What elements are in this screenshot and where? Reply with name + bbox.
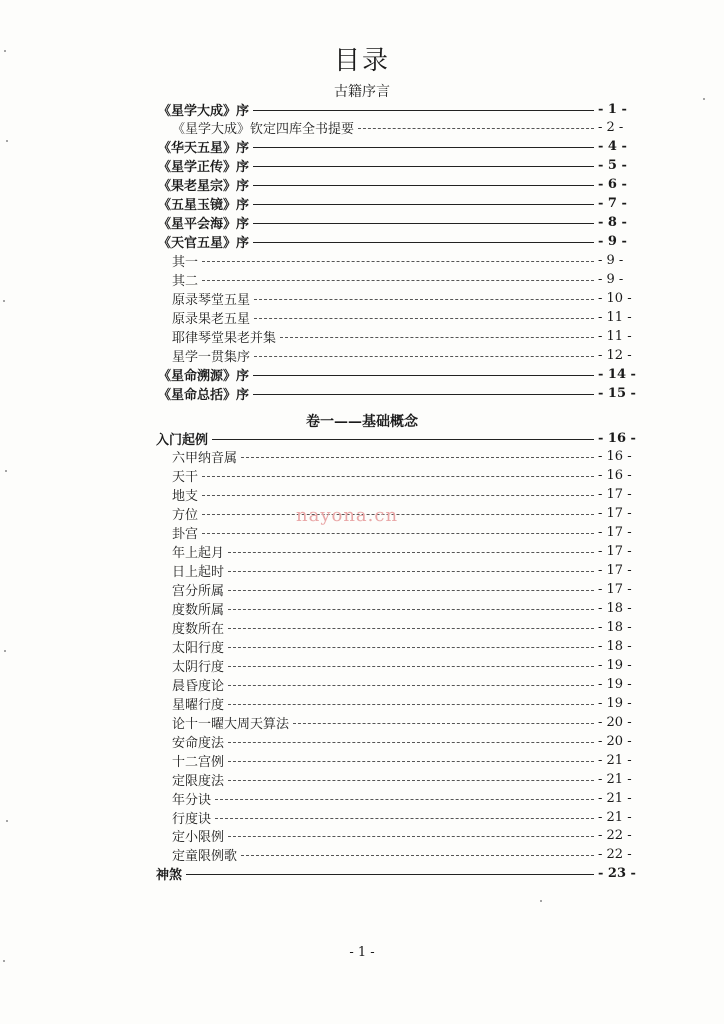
toc-entry[interactable] — [0, 429, 724, 447]
scan-speck — [6, 820, 8, 822]
toc-entry[interactable] — [0, 195, 724, 213]
toc-entry[interactable] — [0, 865, 724, 883]
toc-entry[interactable] — [0, 119, 724, 137]
toc-entry[interactable] — [0, 619, 724, 637]
toc-entry[interactable] — [0, 637, 724, 655]
toc-entry-page-number: - 19 - — [598, 695, 632, 711]
section-heading: 古籍序言 — [334, 84, 390, 100]
dot-leader — [241, 457, 594, 458]
toc-entry[interactable] — [0, 562, 724, 580]
toc-entry-label: 十二宫例 — [172, 754, 225, 770]
toc-entry-label: 宫分所属 — [172, 584, 225, 600]
toc-entry-label: 行度诀 — [172, 811, 212, 827]
dot-leader — [253, 110, 594, 111]
toc-entry-label: 《星学正传》序 — [158, 160, 250, 176]
dot-leader — [228, 780, 594, 781]
toc-entry-page-number: - 7 - — [598, 196, 627, 212]
toc-entry[interactable] — [0, 384, 724, 402]
dot-leader — [254, 356, 594, 357]
toc-entry-label: 《天官五星》序 — [158, 236, 250, 252]
toc-entry-page-number: - 9 - — [598, 272, 624, 288]
toc-entry[interactable] — [0, 252, 724, 270]
toc-entry[interactable] — [0, 308, 724, 326]
toc-entry[interactable] — [0, 675, 724, 693]
toc-entry-label: 卦宫 — [172, 527, 199, 543]
scan-speck — [4, 650, 6, 652]
toc-entry-page-number: - 22 - — [598, 847, 632, 863]
toc-entry-page-number: - 9 - — [598, 253, 624, 269]
toc-entry-label: 方位 — [172, 508, 199, 524]
section-heading: 卷一——基础概念 — [306, 414, 418, 430]
toc-entry-page-number: - 14 - — [598, 366, 636, 382]
toc-entry-page-number: - 12 - — [598, 347, 632, 363]
dot-leader — [228, 590, 594, 591]
dot-leader — [228, 571, 594, 572]
toc-entry-label: 《星命溯源》序 — [158, 368, 250, 384]
toc-entry-page-number: - 21 - — [598, 771, 632, 787]
toc-entry[interactable] — [0, 581, 724, 599]
toc-entry[interactable] — [0, 271, 724, 289]
toc-entry-page-number: - 15 - — [598, 385, 636, 401]
toc-entry-label: 神煞 — [156, 868, 183, 884]
scan-speck — [3, 960, 5, 962]
toc-entry-label: 入门起例 — [156, 432, 209, 448]
toc-entry-label: 《星平会海》序 — [158, 217, 250, 233]
toc-entry-page-number: - 17 - — [598, 582, 632, 598]
toc-entry-label: 原录琴堂五星 — [172, 293, 251, 308]
toc-entry-page-number: - 8 - — [598, 215, 627, 231]
dot-leader — [202, 476, 594, 477]
toc-entry[interactable] — [0, 713, 724, 731]
dot-leader — [228, 685, 594, 686]
toc-entry-label: 《星学大成》钦定四库全书提要 — [172, 122, 355, 138]
toc-entry-page-number: - 4 - — [598, 139, 627, 155]
toc-entry-page-number: - 17 - — [598, 544, 632, 560]
toc-entry[interactable] — [0, 467, 724, 485]
dot-leader — [215, 799, 594, 800]
toc-entry-page-number: - 21 - — [598, 790, 632, 806]
toc-entry[interactable] — [0, 176, 724, 194]
toc-entry-label: 耶律琴堂果老并集 — [172, 330, 277, 346]
toc-entry-label: 《果老星宗》序 — [158, 179, 250, 195]
dot-leader — [215, 818, 594, 819]
dot-leader — [228, 761, 594, 762]
toc-entry[interactable] — [0, 751, 724, 769]
toc-entry[interactable] — [0, 827, 724, 845]
toc-entry-page-number: - 20 - — [598, 733, 632, 749]
dot-leader — [254, 318, 594, 319]
dot-leader — [253, 223, 594, 224]
toc-entry-page-number: - 22 - — [598, 828, 632, 844]
toc-entry-page-number: - 20 - — [598, 714, 632, 730]
toc-entry-page-number: - 10 - — [598, 291, 632, 306]
toc-entry[interactable] — [0, 138, 724, 156]
toc-entry-label: 太阴行度 — [172, 659, 225, 675]
toc-entry-label: 度数所属 — [172, 603, 225, 619]
dot-leader — [280, 337, 594, 338]
toc-entry-label: 年分诀 — [172, 792, 212, 808]
toc-entry-label: 定小限例 — [172, 830, 225, 846]
toc-entry-page-number: - 21 - — [598, 752, 632, 768]
toc-entry[interactable] — [0, 789, 724, 807]
toc-entry-page-number: - 23 - — [598, 866, 636, 882]
dot-leader — [253, 185, 594, 186]
toc-entry[interactable] — [0, 290, 724, 308]
toc-entry-page-number: - 19 - — [598, 657, 632, 673]
toc-entry-label: 六甲纳音属 — [172, 451, 238, 467]
toc-entry-page-number: - 9 - — [598, 234, 627, 250]
toc-entry-page-number: - 17 - — [598, 563, 632, 579]
toc-entry-page-number: - 17 - — [598, 506, 632, 522]
dot-leader — [228, 666, 594, 667]
toc-entry-page-number: - 16 - — [598, 449, 632, 465]
toc-entry-page-number: - 17 - — [598, 525, 632, 541]
dot-leader — [228, 704, 594, 705]
toc-entry-page-number: - 5 - — [598, 158, 627, 174]
toc-entry[interactable] — [0, 600, 724, 618]
toc-entry-label: 其一 — [172, 255, 199, 271]
dot-leader — [186, 874, 594, 875]
dot-leader — [202, 533, 594, 534]
dot-leader — [228, 552, 594, 553]
toc-entry[interactable] — [0, 233, 724, 251]
dot-leader — [228, 836, 594, 837]
dot-leader — [358, 128, 594, 129]
toc-entry[interactable] — [0, 808, 724, 826]
scan-speck — [4, 50, 6, 52]
toc-entry-label: 《五星玉镜》序 — [158, 198, 250, 214]
toc-entry-page-number: - 19 - — [598, 676, 632, 692]
dot-leader — [253, 394, 594, 395]
dot-leader — [228, 609, 594, 610]
toc-entry-page-number: - 17 - — [598, 487, 632, 503]
toc-entry[interactable] — [0, 846, 724, 864]
toc-entry-page-number: - 6 - — [598, 177, 627, 193]
toc-entry-label: 定童限例歌 — [172, 849, 238, 865]
dot-leader — [202, 495, 594, 496]
toc-entry[interactable] — [0, 100, 724, 118]
toc-entry[interactable] — [0, 327, 724, 345]
toc-entry-label: 日上起时 — [172, 565, 225, 581]
toc-entry[interactable] — [0, 770, 724, 788]
scan-speck — [5, 470, 7, 472]
toc-entry-page-number: - 16 - — [598, 430, 636, 446]
toc-entry[interactable] — [0, 543, 724, 561]
toc-entry[interactable] — [0, 157, 724, 175]
scan-speck — [540, 900, 542, 902]
toc-entry[interactable] — [0, 365, 724, 383]
page-title: 目录 — [333, 46, 390, 76]
dot-leader — [253, 166, 594, 167]
toc-entry[interactable] — [0, 486, 724, 504]
dot-leader — [253, 242, 594, 243]
scan-speck — [3, 300, 5, 302]
dot-leader — [241, 855, 594, 856]
toc-entry-label: 年上起月 — [172, 546, 225, 562]
dot-leader — [228, 628, 594, 629]
toc-entry-label: 安命度法 — [172, 735, 225, 751]
toc-entry-page-number: - 11 - — [598, 328, 632, 344]
toc-entry-label: 地支 — [172, 489, 199, 505]
dot-leader — [293, 723, 594, 724]
toc-entry-page-number: - 18 - — [598, 638, 632, 654]
toc-entry-label: 原录果老五星 — [172, 311, 251, 327]
scan-speck — [703, 98, 705, 100]
toc-entry-label: 论十一曜大周天算法 — [172, 716, 290, 732]
dot-leader — [228, 742, 594, 743]
toc-entry-page-number: - 18 - — [598, 620, 632, 635]
dot-leader — [253, 375, 594, 376]
toc-entry-page-number: - 1 - — [598, 101, 627, 117]
page-number-footer: - 1 - — [349, 945, 375, 960]
toc-entry-label: 晨昏度论 — [172, 678, 225, 694]
dot-leader — [253, 204, 594, 205]
toc-entry-label: 度数所在 — [172, 622, 225, 637]
toc-entry-page-number: - 16 - — [598, 468, 632, 484]
toc-entry[interactable] — [0, 694, 724, 712]
toc-entry[interactable] — [0, 524, 724, 542]
watermark: nayona.cn — [296, 505, 399, 526]
dot-leader — [228, 647, 594, 648]
toc-entry[interactable] — [0, 346, 724, 364]
toc-entry-page-number: - 21 - — [598, 809, 632, 825]
dot-leader — [202, 280, 594, 281]
toc-entry[interactable] — [0, 214, 724, 232]
toc-entry-page-number: - 11 - — [598, 309, 632, 325]
dot-leader — [212, 439, 594, 440]
dot-leader — [254, 299, 594, 300]
toc-entry-page-number: - 2 - — [598, 120, 624, 136]
toc-entry-label: 天干 — [172, 470, 199, 486]
dot-leader — [253, 147, 594, 148]
toc-entry-label: 星曜行度 — [172, 697, 225, 713]
toc-entry-label: 《星命总括》序 — [158, 387, 250, 403]
toc-entry-label: 星学一贯集序 — [172, 349, 251, 365]
toc-entry-label: 《星学大成》序 — [158, 103, 250, 119]
toc-entry[interactable] — [0, 448, 724, 466]
toc-entry[interactable] — [0, 656, 724, 674]
toc-entry[interactable] — [0, 732, 724, 750]
dot-leader — [202, 261, 594, 262]
toc-entry-label: 太阳行度 — [172, 640, 225, 656]
toc-entry-label: 定限度法 — [172, 773, 225, 789]
toc-entry-page-number: - 18 - — [598, 601, 632, 617]
toc-entry-label: 《华天五星》序 — [158, 141, 250, 157]
toc-entry-label: 其二 — [172, 274, 199, 290]
scan-speck — [6, 140, 8, 142]
